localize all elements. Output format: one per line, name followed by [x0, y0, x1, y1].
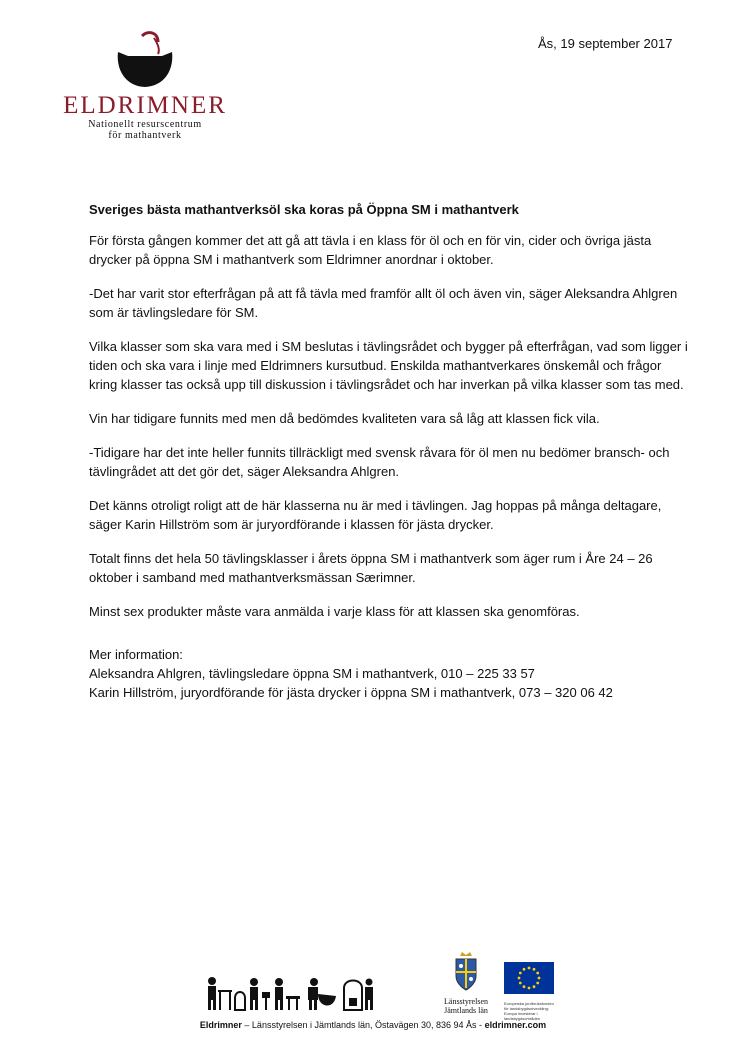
- craft-figures-icon: [204, 976, 374, 1017]
- footer-address: – Länsstyrelsen i Jämtlands län, Östavägen 30, 836 94 Ås -: [241, 1020, 485, 1030]
- footer-org: Eldrimner: [199, 1020, 242, 1030]
- contact-heading: Mer information:: [89, 647, 183, 662]
- contact-line: Aleksandra Ahlgren, tävlingsledare öppna SM i mathantverk, 010 – 225 33 57: [89, 666, 535, 681]
- paragraph: Vin har tidigare funnits med men då bedömdes kvaliteten vara så låg att klassen fick vila.: [89, 411, 600, 426]
- eu-caption: Europeiska jordbruksfonden för landsbygdsutveckling: Europa investerar i landsbygdsområden: [504, 1001, 554, 1021]
- contact-line: Karin Hillström, juryordförande för jästa drycker i öppna SM i mathantverk, 073 – 320 06 42: [89, 685, 613, 700]
- lansstyrelsen-logo: [443, 952, 489, 1015]
- footer-website-link[interactable]: eldrimner.com: [484, 1020, 547, 1030]
- press-release-body: [89, 200, 689, 702]
- lansstyrelsen-crest-icon: [452, 952, 480, 992]
- logo-subtitle-1: Nationellt resurscentrum: [88, 119, 202, 130]
- footer: [0, 1020, 746, 1030]
- paragraph: -Det har varit stor efterfrågan på att få tävla med framför allt öl och även vin, säger Aleksandra Ahlgren som är tävlingsledare för SM.: [89, 286, 678, 320]
- eldrimner-logo: [55, 30, 235, 141]
- eu-logo: [504, 962, 554, 1021]
- lansstyrelsen-line2: Jämtlands län: [444, 1006, 488, 1015]
- contact-info: [89, 645, 689, 702]
- headline: Sveriges bästa mathantverksöl ska koras på Öppna SM i mathantverk: [89, 202, 519, 217]
- document-date: Ås, 19 september 2017: [538, 36, 673, 51]
- paragraph: Det känns otroligt roligt att de här klasserna nu är med i tävlingen. Jag hoppas på många deltagare, säger Karin Hillström som är juryordförande i klassen för jästa drycker.: [89, 498, 662, 532]
- paragraph: -Tidigare har det inte heller funnits tillräckligt med svensk råvara för öl men nu bedömer bransch- och tävlingrådet att det gör det, säger Aleksandra Ahlgren.: [89, 445, 670, 479]
- lansstyrelsen-line1: Länsstyrelsen: [444, 997, 488, 1006]
- eu-flag-icon: [504, 962, 554, 994]
- paragraph: För första gången kommer det att gå att tävla i en klass för öl och en för vin, cider och övriga jästa drycker på öppna SM i mathantverk som Eldrimner anordnar i oktober.: [89, 233, 652, 267]
- paragraph: Vilka klasser som ska vara med i SM beslutas i tävlingsrådet och bygger på efterfrågan, vad som ligger i tiden och ska vara i linje med Eldrimners kursutbud. Enskilda mathantverkares önskemål och frågor kring klasser tas också upp till diskussion i tävlingsrådet och har inverkan på vilka klasser som tas med.: [89, 339, 688, 392]
- paragraph: Minst sex produkter måste vara anmälda i varje klass för att klassen ska genomföras.: [89, 604, 580, 619]
- paragraph: Totalt finns det hela 50 tävlingsklasser i årets öppna SM i mathantverk som äger rum i Åre 24 – 26 oktober i samband med mathantverksmässan Særimner.: [89, 551, 653, 585]
- eldrimner-pot-logo-icon: [114, 30, 176, 90]
- logo-name: ELDRIMNER: [63, 92, 227, 119]
- logo-subtitle-2: för mathantverk: [108, 130, 182, 141]
